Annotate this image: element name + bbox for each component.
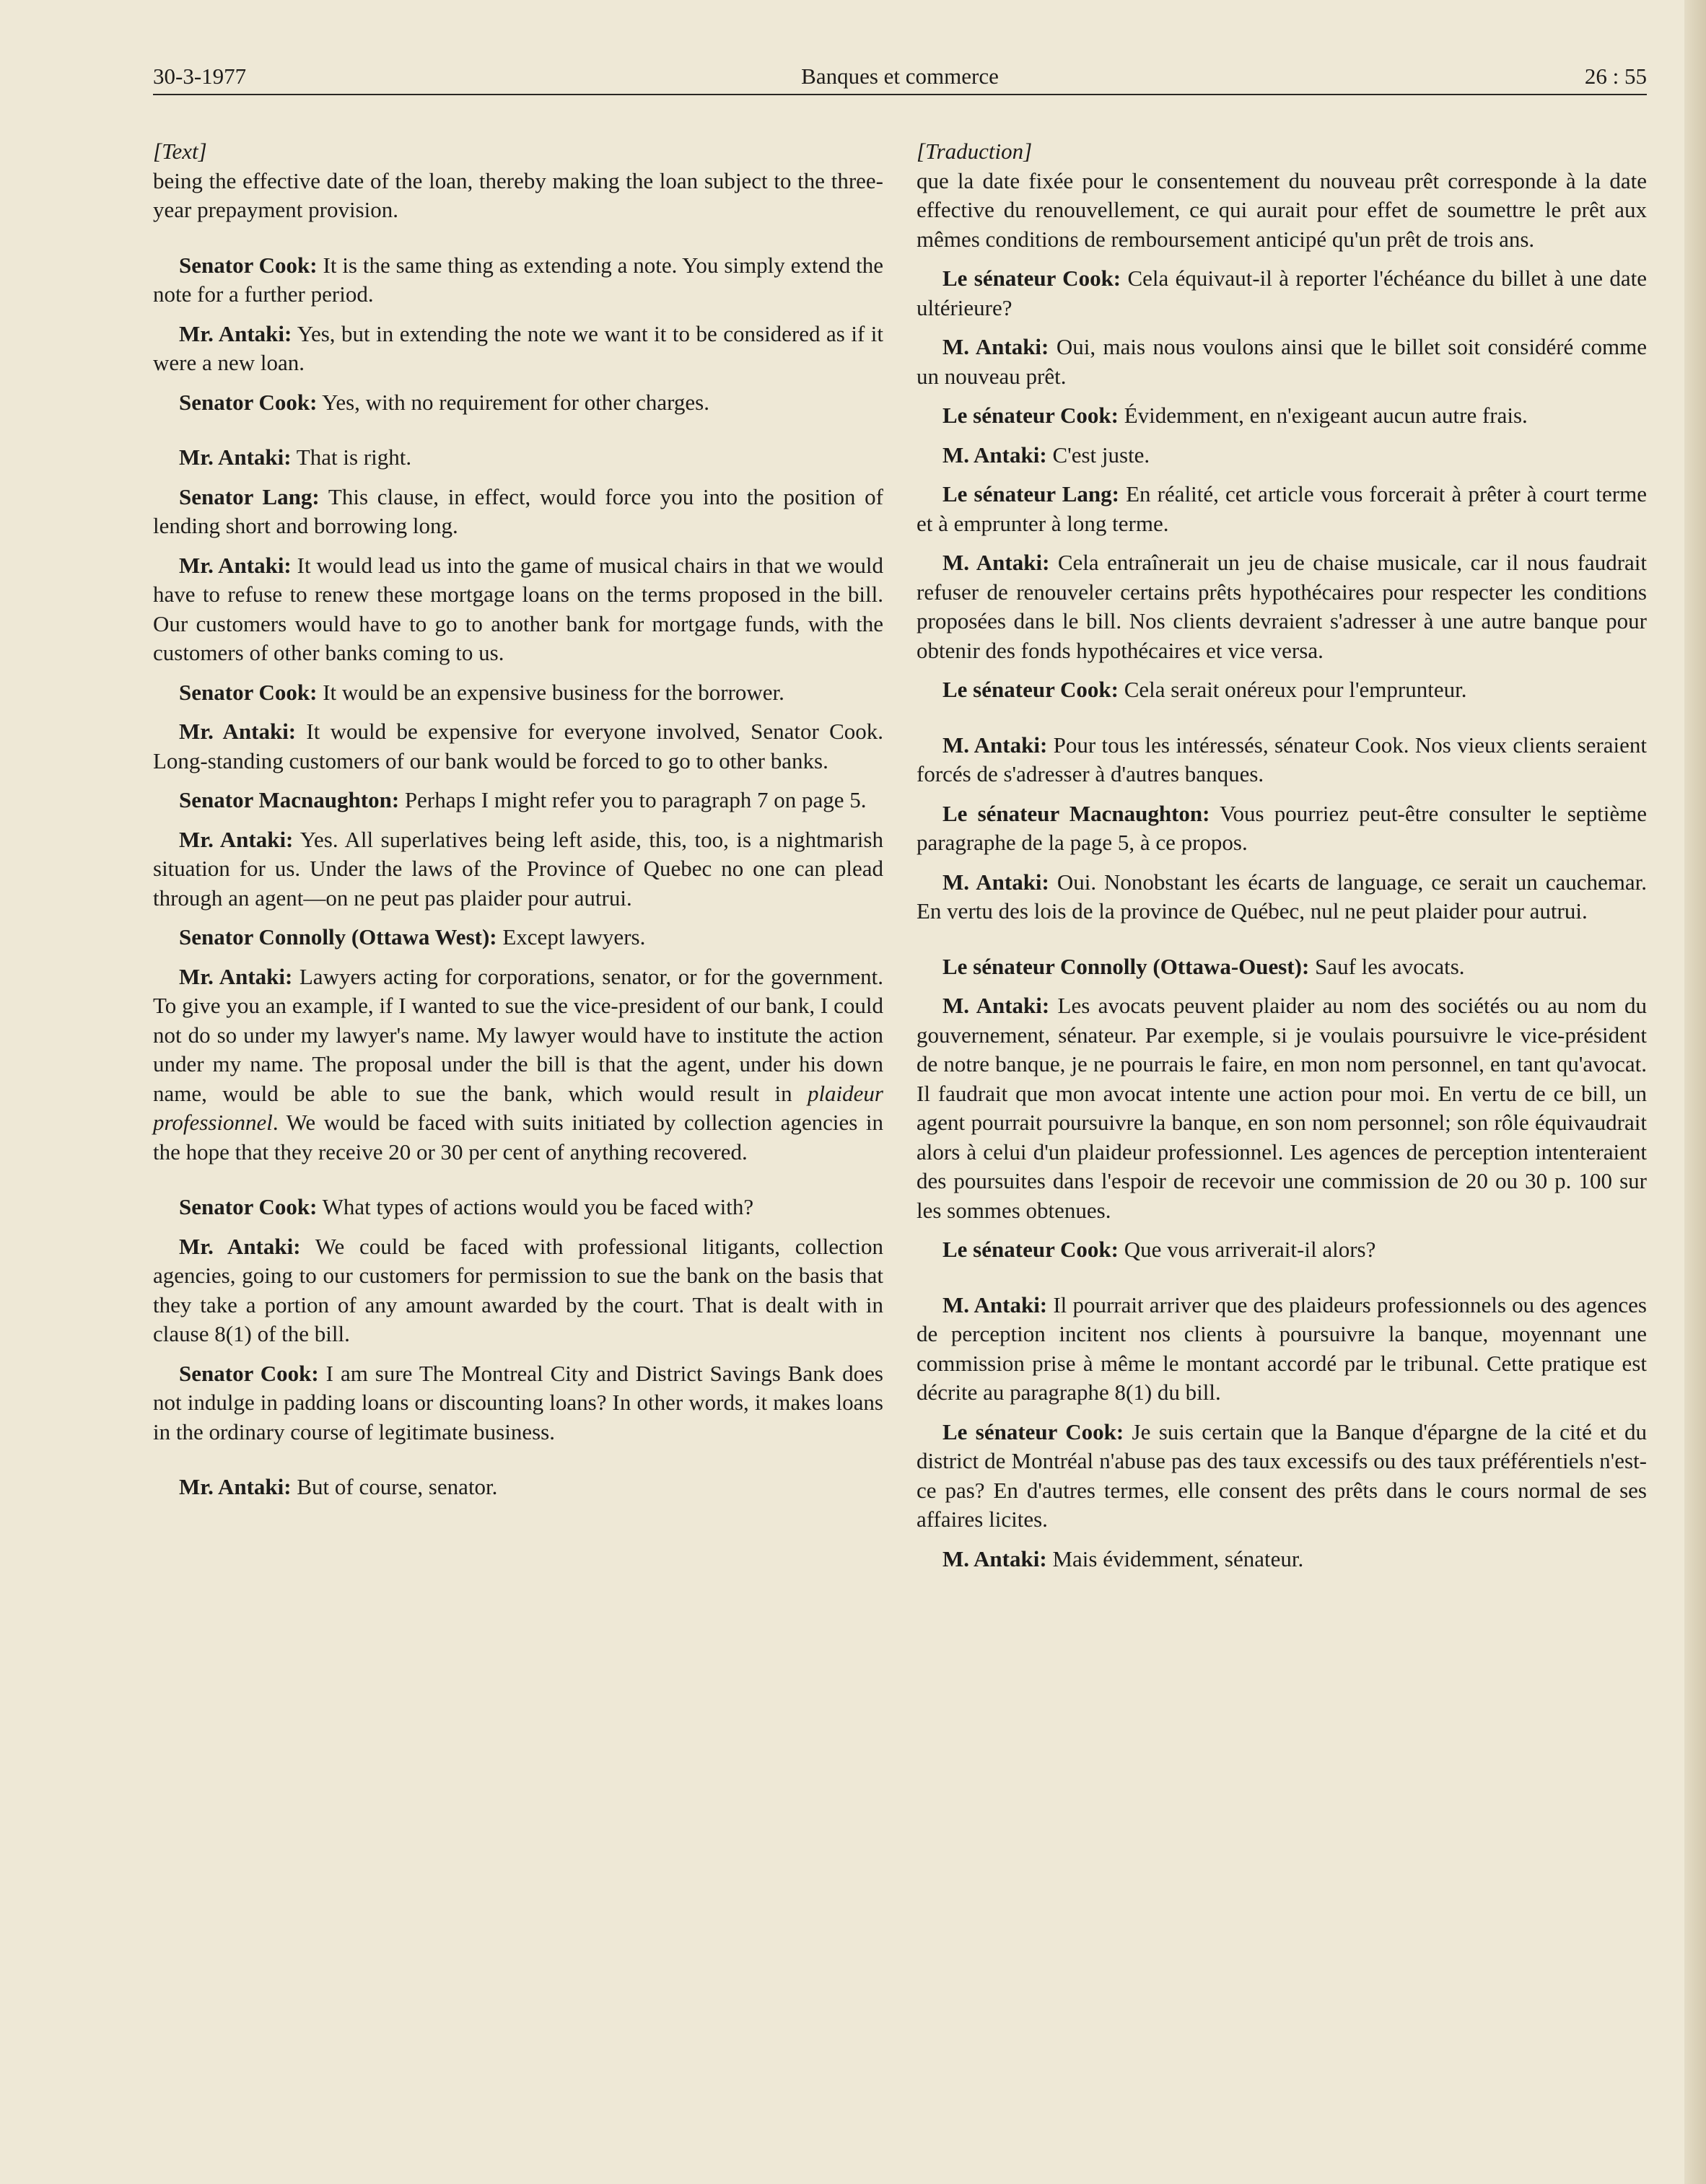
speech-paragraph (153, 678, 883, 708)
speech-paragraph (917, 480, 1647, 538)
speech-paragraph (917, 731, 1647, 789)
speech-text: Que vous arriverait-il alors? (1118, 1237, 1376, 1262)
french-column (917, 137, 1647, 1584)
header-date: 30-3-1977 (153, 63, 247, 89)
speech-text: Perhaps I might refer you to paragraph 7 on page 5. (399, 787, 867, 812)
column-label: [Text] (153, 139, 207, 164)
speech-paragraph (153, 443, 883, 473)
speech-paragraph (917, 868, 1647, 926)
speech-text: I am sure The Montreal City and District Savings Bank does not indulge in padding loans or discounting loans? In other words, it makes loans in the ordinary course of legitimate business. (153, 1360, 883, 1444)
speaker-name: M. Antaki: (942, 550, 1050, 575)
speech-text: It would lead us into the game of musical chairs in that we would have to refuse to renew these mortgage loans on the terms proposed in the bill. Our customers would have to go to another bank for mortgage funds, with the customers of other banks coming to us. (153, 552, 883, 665)
speaker-name: M. Antaki: (942, 1291, 1048, 1317)
speech-paragraph (917, 1545, 1647, 1574)
speaker-name: Senator Cook: (179, 1194, 318, 1219)
speech-paragraph (153, 923, 883, 952)
speech-text: Cela serait onéreux pour l'emprunteur. (1118, 677, 1467, 702)
speech-paragraph (917, 401, 1647, 431)
speech-text: Évidemment, en n'exigeant aucun autre frais. (1118, 403, 1528, 428)
speech-text: Il pourrait arriver que des plaideurs professionnels ou des agences de perception incitent nos clients à poursuivre la banque, moyennant une commission prise à même le montant accordé par le tribunal. Cette pratique est décrite au paragraphe 8(1) du bill. (917, 1291, 1647, 1405)
speech-paragraph (153, 483, 883, 541)
speech-text: Sauf les avocats. (1309, 953, 1465, 979)
speaker-name: M. Antaki: (942, 442, 1047, 468)
english-column (153, 137, 883, 1512)
page-edge (1684, 0, 1706, 2184)
speaker-name: Le sénateur Cook: (942, 403, 1119, 428)
speech-paragraph (917, 1418, 1647, 1535)
speech-text: Lawyers acting for corporations, senator, or for the government. To give you an example, if I wanted to sue the vice-president of our bank, I could not do so under my lawyer's name. My lawyer would have to institute the action under my name. The proposal under the bill is that the agent, under his down name, would be able to sue the bank, which would result in (153, 963, 883, 1106)
speech-paragraph (917, 1235, 1647, 1265)
speaker-name: Senator Lang: (179, 483, 320, 509)
speech-text: Pour tous les intéressés, sénateur Cook. Nos vieux clients seraient forcés de s'adresser à d'autres banques. (917, 732, 1647, 786)
speaker-name: Mr. Antaki: (179, 826, 294, 852)
speech-text: Oui. Nonobstant les écarts de language, ce serait un cauchemar. En vertu des lois de la province de Québec, nul ne peut plaider pour autrui. (917, 869, 1647, 924)
speaker-name: Mr. Antaki: (179, 444, 292, 470)
speech-paragraph (917, 675, 1647, 705)
speaker-name: Senator Cook: (179, 389, 318, 415)
header-rule (153, 94, 1647, 95)
speaker-name: M. Antaki: (942, 993, 1050, 1018)
speaker-name: M. Antaki: (942, 1545, 1047, 1571)
speaker-name: Le sénateur Connolly (Ottawa-Ouest): (942, 953, 1310, 979)
speech-paragraph (917, 799, 1647, 858)
speech-text: Cela équivaut-il à reporter l'échéance du billet à une date ultérieure? (917, 266, 1647, 320)
speaker-name: Senator Cook: (179, 1360, 319, 1386)
speech-text: En réalité, cet article vous forcerait à prêter à court terme et à emprunter à long terme. (917, 481, 1647, 536)
speech-text: Je suis certain que la Banque d'épargne de la cité et du district de Montréal n'abuse pas des taux excessifs ou des taux préférentiels n'est-ce pas? En d'autres termes, elle consent des prêts dans le cours normal de ses affaires licites. (917, 1418, 1647, 1532)
speech-text: It is the same thing as extending a note. You simply extend the note for a further period. (153, 252, 883, 307)
italic-term: plaideur professionnel (153, 1080, 883, 1135)
header-title: Banques et commerce (801, 63, 999, 89)
header-page-number: 26 : 55 (1584, 63, 1647, 89)
speech-text: It would be an expensive business for the borrower. (317, 679, 784, 705)
speech-paragraph (153, 786, 883, 815)
speaker-name: Senator Cook: (179, 252, 318, 278)
speech-paragraph (153, 1473, 883, 1502)
speech-paragraph (153, 551, 883, 668)
speech-text: Cela entraînerait un jeu de chaise musicale, car il nous faudrait refuser de renouveler certains prêts hypothécaires pour respecter les conditions proposées dans le bill. Nos clients devraient s'adresser à une autre banque pour obtenir des fonds hypothécaires et vice versa. (917, 550, 1648, 663)
speech-text: Yes, with no requirement for other charges. (317, 389, 709, 415)
speech-text: Mais évidemment, sénateur. (1046, 1545, 1304, 1571)
speaker-name: M. Antaki: (942, 869, 1049, 895)
column-label: [Traduction] (917, 139, 1033, 164)
continued-paragraph (153, 167, 883, 225)
speaker-name: Mr. Antaki: (179, 1474, 292, 1499)
speech-paragraph (153, 962, 883, 1167)
speech-text: Except lawyers. (497, 924, 646, 950)
speaker-name: Le sénateur Macnaughton: (942, 800, 1210, 826)
speech-text: que la date fixée pour le consentement du nouveau prêt corresponde à la date effective du renouvellement, ce qui aurait pour effet de soumettre le prêt aux mêmes conditions de remboursement anticipé qu'un prêt de trois ans. (917, 167, 1647, 252)
speaker-name: Mr. Antaki: (179, 320, 292, 346)
speech-paragraph (917, 548, 1647, 665)
speech-paragraph (153, 717, 883, 776)
speaker-name: Senator Connolly (Ottawa West): (179, 924, 497, 950)
speech-text: This clause, in effect, would force you into the position of lending short and borrowing long. (153, 483, 883, 538)
speaker-name: Mr. Antaki: (179, 963, 293, 989)
speech-paragraph (153, 825, 883, 913)
speech-paragraph (153, 1232, 883, 1349)
speaker-name: Senator Cook: (179, 679, 318, 705)
speech-text: Yes. All superlatives being left aside, this, too, is a nightmarish situation for us. Under the laws of the Province of Quebec no one can plead through an agent—on ne peut pas plaider pour autrui. (153, 826, 883, 911)
page-header (153, 61, 1647, 92)
speech-paragraph (153, 388, 883, 418)
speech-text: What types of actions would you be faced with? (317, 1194, 754, 1219)
speech-text: It would be expensive for everyone involved, Senator Cook. Long-standing customers of our bank would be forced to go to other banks. (153, 719, 883, 773)
speaker-name: Le sénateur Cook: (942, 266, 1121, 291)
speaker-name: Senator Macnaughton: (179, 787, 400, 812)
speaker-name: Le sénateur Cook: (942, 1237, 1119, 1262)
speech-text: being the effective date of the loan, thereby making the loan subject to the three-year prepayment provision. (153, 167, 883, 222)
speaker-name: Le sénateur Lang: (942, 481, 1119, 506)
speech-paragraph (917, 264, 1647, 323)
speech-text: Les avocats peuvent plaider au nom des sociétés ou au nom du gouvernement, sénateur. Par exemple, si je voulais poursuivre le vice-président de notre banque, je ne pourrais le faire, en mon nom personnel, en tant qu'avocat. Il faudrait que mon avocat intente une action pour moi. En vertu de ce bill, un agent pourrait poursuivre la banque, en son nom personnel; son rôle équivaudrait alors à celui d'un plaideur professionnel. Les agences de perception intenteraient des poursuites dans l'espoir de recevoir une commission de 20 ou 30 p. 100 sur les sommes obtenues. (917, 993, 1647, 1223)
speech-paragraph (153, 1359, 883, 1447)
speech-paragraph (917, 952, 1647, 982)
continued-paragraph (917, 167, 1647, 255)
speaker-name: Mr. Antaki: (179, 552, 292, 578)
speech-text-continued: . We would be faced with suits initiated by collection agencies in the hope that they receive 20 or 30 per cent of anything recovered. (153, 1110, 883, 1165)
speech-text: That is right. (291, 444, 412, 470)
speech-text: Vous pourriez peut-être consulter le septième paragraphe de la page 5, à ce propos. (917, 800, 1647, 855)
speech-paragraph (153, 251, 883, 310)
speech-text: Yes, but in extending the note we want it to be considered as if it were a new loan. (153, 320, 884, 375)
speech-paragraph (917, 333, 1647, 391)
speaker-name: M. Antaki: (942, 334, 1049, 359)
speech-paragraph (917, 441, 1647, 470)
speech-text: Oui, mais nous voulons ainsi que le billet soit considéré comme un nouveau prêt. (917, 334, 1647, 389)
speech-paragraph (917, 991, 1647, 1225)
speech-paragraph (153, 1193, 883, 1222)
speaker-name: Le sénateur Cook: (942, 677, 1119, 702)
speaker-name: Le sénateur Cook: (942, 1418, 1124, 1444)
speaker-name: Mr. Antaki: (179, 719, 297, 744)
speech-paragraph (153, 320, 883, 378)
speaker-name: Mr. Antaki: (179, 1233, 301, 1259)
speech-text: We could be faced with professional litigants, collection agencies, going to our customers for permission to sue the bank on the basis that they take a portion of any amount awarded by the court. That is dealt with in clause 8(1) of the bill. (153, 1233, 883, 1346)
speech-paragraph (917, 1291, 1647, 1408)
speech-text: C'est juste. (1046, 442, 1150, 468)
speaker-name: M. Antaki: (942, 732, 1048, 758)
speech-text: But of course, senator. (291, 1474, 498, 1499)
